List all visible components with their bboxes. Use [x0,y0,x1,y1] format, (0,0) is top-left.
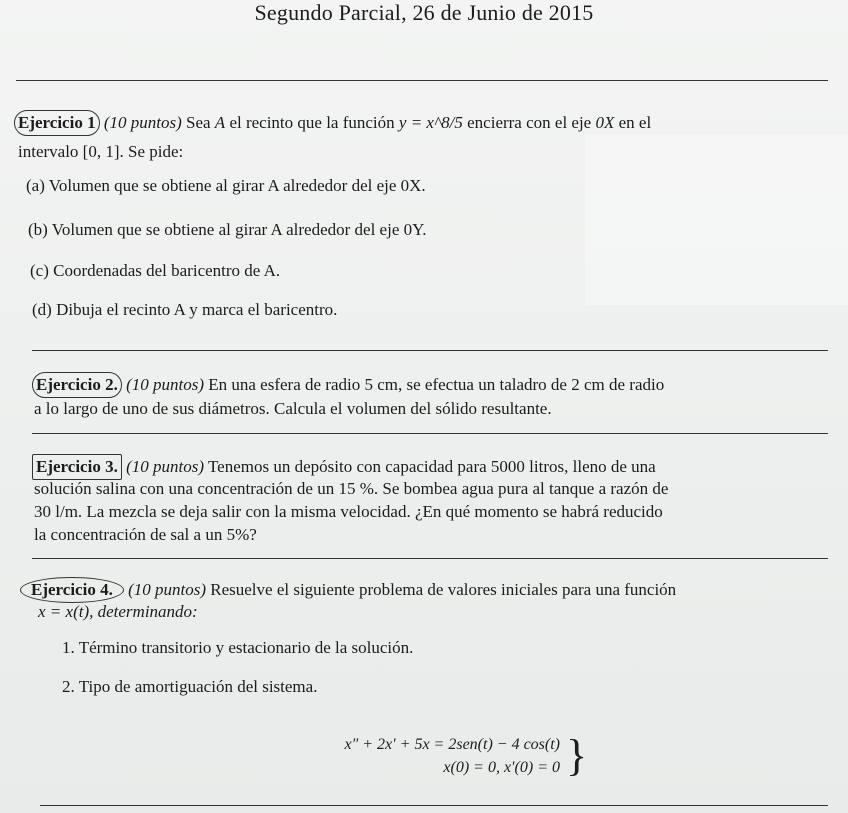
exercise-2-line1: En una esfera de radio 5 cm, se efectua un taladro de 2 cm de radio [208,375,665,394]
exercise-3-line3: 30 l/m. La mezcla se deja salir con la misma velocidad. ¿En qué momento se habrá reducido [34,502,663,521]
exercise-1-text-b: el recinto que la función [229,113,395,132]
exercise-3-points: (10 puntos) [126,457,204,476]
exercise-1-item-d: (d) Dibuja el recinto A y marca el baricentro. [32,300,338,319]
exercise-1-text-a: Sea [186,113,211,132]
exam-title: Segundo Parcial, 26 de Junio de 2015 [254,0,594,25]
exercise-4-item-2: 2. Tipo de amortiguación del sistema. [62,677,318,696]
exercise-1-text-d: en el [618,113,652,132]
exercise-1-item-a: (a) Volumen que se obtiene al girar A alrededor del eje 0X. [26,176,426,195]
divider [32,433,828,434]
exercise-1-label: Ejercicio 1 [14,110,100,136]
exercise-3-line4: la concentración de sal a un 5%? [34,525,257,544]
exercise-1-item-b: (b) Volumen que se obtiene al girar A alrededor del eje 0Y. [28,220,427,239]
equation-ode: x″ + 2x′ + 5x = 2sen(t) − 4 cos(t) [344,736,560,753]
light-glare [585,135,848,305]
exercise-3-label: Ejercicio 3. [32,454,122,480]
exercise-2 [32,372,832,398]
function-formula: y = x^8/5 [398,113,463,132]
exercise-1-points: (10 puntos) [103,113,182,132]
divider [16,80,828,81]
divider [40,805,828,806]
equation-initial-conditions: x(0) = 0, x′(0) = 0 [443,759,560,776]
divider [32,350,828,351]
exercise-1-line2: intervalo [0, 1]. Se pide: [18,142,184,161]
exercise-2-points: (10 puntos) [126,375,204,394]
exercise-4-line2: x = x(t), determinando: [38,602,198,621]
var-a: A [214,113,226,132]
exercise-2-label: Ejercicio 2. [32,372,122,398]
exercise-1-item-c: (c) Coordenadas del baricentro de A. [30,261,281,280]
divider [32,558,828,559]
exercise-4-line1: Resuelve el siguiente problema de valores iniciales para una función [210,580,677,599]
exercise-4-points: (10 puntos) [128,580,206,599]
exercise-1 [14,110,834,136]
exercise-3-line2: solución salina con una concentración de un 15 %. Se bombea agua pura al tanque a razón de [34,479,669,498]
exercise-1-text-c: encierra con el eje [467,113,592,132]
exercise-2-line2: a lo largo de uno de sus diámetros. Calcula el volumen del sólido resultante. [34,399,552,418]
exercise-4-item-1: 1. Término transitorio y estacionario de la solución. [62,638,414,657]
exercise-3-line1: Tenemos un depósito con capacidad para 5000 litros, lleno de una [207,457,656,476]
right-brace: } [566,731,588,780]
axis-label: 0X [595,113,615,132]
exercise-4-label: Ejercicio 4. [20,577,124,603]
